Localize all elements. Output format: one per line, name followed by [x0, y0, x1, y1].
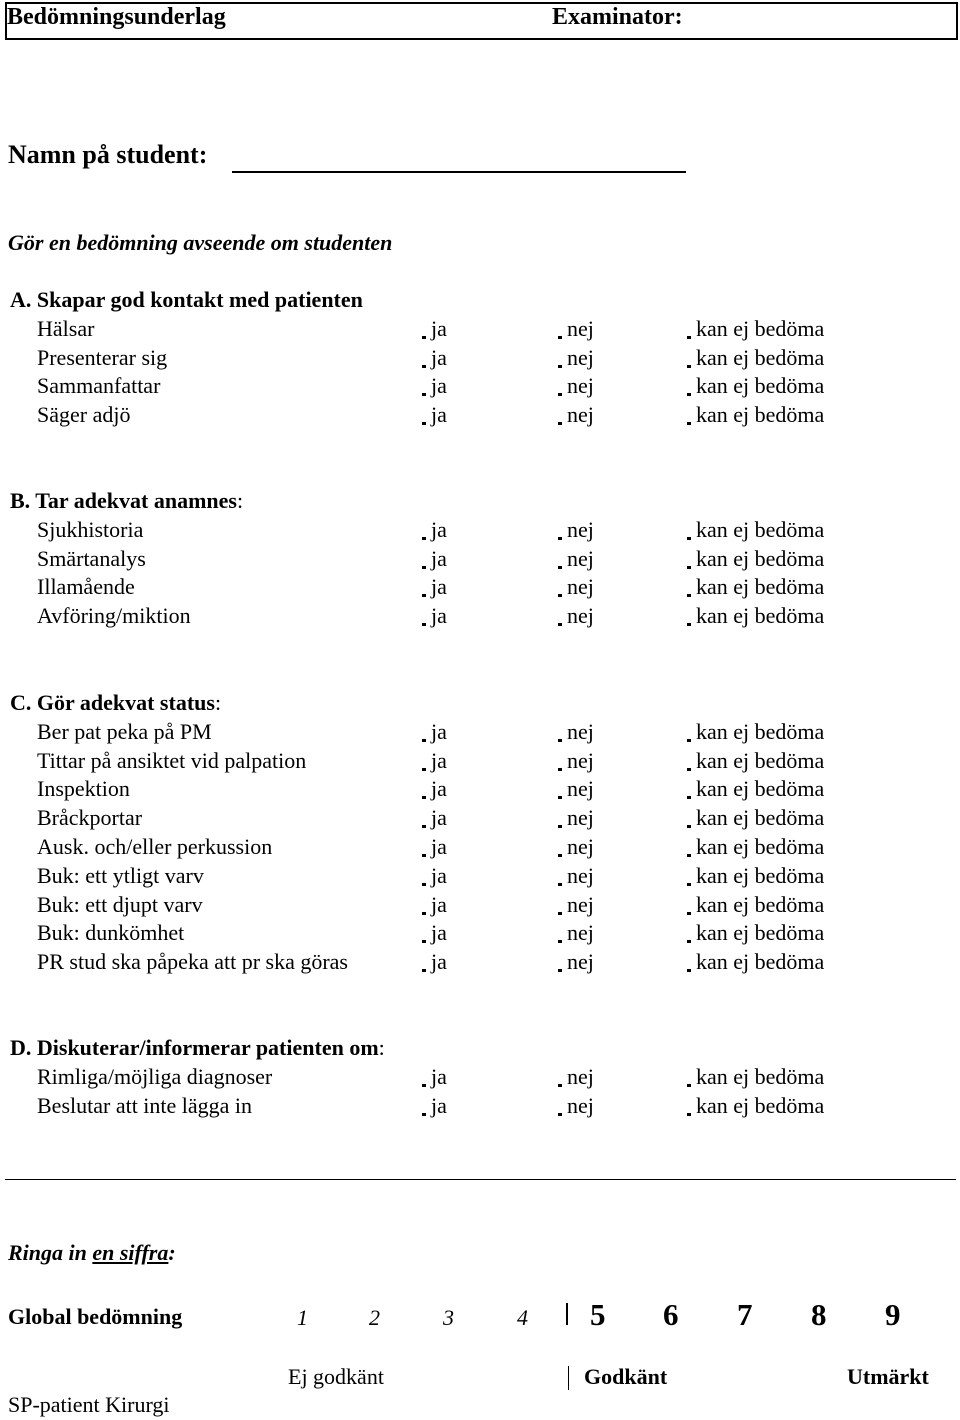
- criterion-label: Buk: ett ytligt varv: [37, 862, 204, 888]
- option-cannot-assess[interactable]: [687, 603, 824, 629]
- option-cannot-assess[interactable]: [687, 805, 824, 831]
- criterion-row: [0, 517, 960, 546]
- option-label: kan ej bedöma: [696, 747, 825, 773]
- option-label: ja: [431, 402, 447, 428]
- option-label: nej: [567, 603, 594, 629]
- criterion-row: [0, 863, 960, 892]
- checkbox-mark[interactable]: [687, 1084, 691, 1087]
- criterion-row: [0, 920, 960, 949]
- option-label: kan ej bedöma: [696, 776, 825, 802]
- option-label: kan ej bedöma: [696, 516, 825, 542]
- checkbox-mark[interactable]: [687, 912, 691, 915]
- option-cannot-assess[interactable]: [687, 402, 824, 428]
- option-label: kan ej bedöma: [696, 1063, 825, 1089]
- checkbox-mark[interactable]: [422, 854, 426, 857]
- option-no[interactable]: [558, 892, 594, 918]
- option-no[interactable]: [558, 1064, 594, 1090]
- option-cannot-assess[interactable]: [687, 1064, 824, 1090]
- criterion-row: [0, 1093, 960, 1122]
- option-label: ja: [431, 516, 447, 542]
- section-title-colon: :: [214, 690, 222, 715]
- criterion-label: Buk: ett djupt varv: [37, 891, 203, 917]
- option-label: nej: [567, 516, 594, 542]
- assessment-instruction: Gör en bedömning avseende om studenten: [8, 230, 393, 255]
- option-label: nej: [567, 747, 594, 773]
- option-label: kan ej bedöma: [696, 920, 825, 946]
- scale-category-excellent: Utmärkt: [847, 1364, 929, 1389]
- criterion-row: [0, 719, 960, 748]
- option-yes[interactable]: [422, 345, 447, 371]
- global-rating-label: Global bedömning: [8, 1304, 183, 1329]
- option-yes[interactable]: [422, 1064, 447, 1090]
- criterion-row: [0, 546, 960, 575]
- option-label: nej: [567, 373, 594, 399]
- section-title: C. Gör adekvat status: [10, 690, 215, 715]
- option-label: ja: [431, 862, 447, 888]
- rating-option[interactable]: 4: [517, 1305, 528, 1330]
- checkbox-mark[interactable]: [687, 422, 691, 425]
- option-no[interactable]: [558, 719, 594, 745]
- checkbox-mark[interactable]: [687, 969, 691, 972]
- criterion-label: PR stud ska påpeka att pr ska göras: [37, 949, 348, 975]
- option-cannot-assess[interactable]: [687, 776, 824, 802]
- option-no[interactable]: [558, 1093, 594, 1119]
- criterion-label: Buk: dunkömhet: [37, 920, 185, 946]
- criterion-label: Avföring/miktion: [37, 603, 191, 629]
- criterion-row: [0, 373, 960, 402]
- checkbox-mark[interactable]: [422, 537, 426, 540]
- option-no[interactable]: [558, 402, 594, 428]
- rating-option[interactable]: 3: [443, 1305, 454, 1330]
- section-title: B. Tar adekvat anamnes: [10, 488, 237, 513]
- criterion-row: [0, 603, 960, 632]
- student-name-label: Namn på student:: [8, 140, 208, 169]
- option-label: kan ej bedöma: [696, 315, 825, 341]
- section-title: A. Skapar god kontakt med patienten: [10, 287, 363, 312]
- option-label: nej: [567, 862, 594, 888]
- criterion-row: [0, 805, 960, 834]
- criterion-label: Säger adjö: [37, 402, 131, 428]
- criterion-row: [0, 402, 960, 431]
- checkbox-mark[interactable]: [422, 883, 426, 886]
- option-label: kan ej bedöma: [696, 718, 825, 744]
- checkbox-mark[interactable]: [422, 393, 426, 396]
- option-label: nej: [567, 1063, 594, 1089]
- checkbox-mark[interactable]: [422, 825, 426, 828]
- option-label: kan ej bedöma: [696, 1092, 825, 1118]
- option-yes[interactable]: [422, 719, 447, 745]
- option-label: ja: [431, 718, 447, 744]
- option-yes[interactable]: [422, 373, 447, 399]
- criterion-row: [0, 574, 960, 603]
- option-yes[interactable]: [422, 949, 447, 975]
- option-no[interactable]: [558, 834, 594, 860]
- option-no[interactable]: [558, 373, 594, 399]
- option-label: kan ej bedöma: [696, 805, 825, 831]
- option-no[interactable]: [558, 345, 594, 371]
- option-cannot-assess[interactable]: [687, 920, 824, 946]
- divider: [5, 1179, 956, 1180]
- checkbox-mark[interactable]: [687, 1113, 691, 1116]
- section-title-colon: :: [378, 1035, 385, 1060]
- option-yes[interactable]: [422, 1093, 447, 1119]
- option-yes[interactable]: [422, 748, 447, 774]
- category-separator: [568, 1366, 569, 1390]
- checkbox-mark[interactable]: [422, 768, 426, 771]
- option-label: ja: [431, 776, 447, 802]
- checkbox-mark[interactable]: [687, 883, 691, 886]
- checkbox-mark[interactable]: [687, 739, 691, 742]
- checkbox-mark[interactable]: [422, 336, 426, 339]
- criterion-label: Illamående: [37, 574, 135, 600]
- checkbox-mark[interactable]: [687, 825, 691, 828]
- criterion-row: [0, 748, 960, 777]
- checkbox-mark[interactable]: [558, 825, 562, 828]
- checkbox-mark[interactable]: [422, 1084, 426, 1087]
- option-label: nej: [567, 574, 594, 600]
- footer-label: SP-patient Kirurgi: [8, 1392, 170, 1417]
- option-label: ja: [431, 373, 447, 399]
- option-label: kan ej bedöma: [696, 891, 825, 917]
- option-label: nej: [567, 402, 594, 428]
- rating-option[interactable]: 6: [663, 1297, 679, 1332]
- checkbox-mark[interactable]: [422, 623, 426, 626]
- option-no[interactable]: [558, 603, 594, 629]
- checkbox-mark[interactable]: [422, 566, 426, 569]
- option-yes[interactable]: [422, 805, 447, 831]
- checkbox-mark[interactable]: [422, 940, 426, 943]
- option-cannot-assess[interactable]: [687, 949, 824, 975]
- checkbox-mark[interactable]: [687, 537, 691, 540]
- option-label: nej: [567, 805, 594, 831]
- option-label: nej: [567, 834, 594, 859]
- rating-option[interactable]: 2: [369, 1305, 380, 1330]
- criterion-label: Sjukhistoria: [37, 516, 144, 542]
- checkbox-mark[interactable]: [422, 912, 426, 915]
- checkbox-mark[interactable]: [687, 796, 691, 799]
- option-label: ja: [431, 603, 447, 629]
- option-label: kan ej bedöma: [696, 574, 825, 600]
- option-yes[interactable]: [422, 834, 447, 860]
- option-cannot-assess[interactable]: [687, 546, 824, 572]
- rating-option[interactable]: 1: [297, 1305, 308, 1330]
- checkbox-mark[interactable]: [558, 796, 562, 799]
- option-label: ja: [431, 747, 447, 773]
- criterion-label: Rimliga/möjliga diagnoser: [37, 1063, 273, 1089]
- option-label: kan ej bedöma: [696, 834, 825, 859]
- checkbox-mark[interactable]: [687, 623, 691, 626]
- option-label: nej: [567, 949, 594, 975]
- option-label: nej: [567, 920, 594, 946]
- option-cannot-assess[interactable]: [687, 517, 824, 543]
- scale-separator: [566, 1303, 568, 1325]
- checkbox-mark[interactable]: [558, 1084, 562, 1087]
- criterion-label: Ber pat peka på PM: [37, 718, 212, 744]
- checkbox-mark[interactable]: [558, 336, 562, 339]
- checkbox-mark[interactable]: [558, 566, 562, 569]
- criterion-label: Smärtanalys: [37, 545, 146, 571]
- option-cannot-assess[interactable]: [687, 834, 824, 860]
- criterion-row: [0, 316, 960, 345]
- option-label: nej: [567, 344, 594, 370]
- checkbox-mark[interactable]: [687, 768, 691, 771]
- option-cannot-assess[interactable]: [687, 373, 824, 399]
- checkbox-mark[interactable]: [558, 940, 562, 943]
- checkbox-mark[interactable]: [558, 365, 562, 368]
- option-yes[interactable]: [422, 776, 447, 802]
- option-no[interactable]: [558, 805, 594, 831]
- criterion-row: [0, 949, 960, 978]
- checkbox-mark[interactable]: [558, 739, 562, 742]
- option-label: kan ej bedöma: [696, 344, 825, 370]
- criterion-label: Hälsar: [37, 315, 95, 341]
- option-label: kan ej bedöma: [696, 603, 825, 629]
- section-heading: [10, 690, 221, 716]
- option-yes[interactable]: [422, 863, 447, 889]
- option-label: ja: [431, 1063, 447, 1089]
- rating-instruction-underlined: en siffra: [92, 1240, 169, 1265]
- checkbox-mark[interactable]: [422, 739, 426, 742]
- option-cannot-assess[interactable]: [687, 892, 824, 918]
- criterion-label: Beslutar att inte lägga in: [37, 1092, 253, 1118]
- scale-category-fail: Ej godkänt: [288, 1364, 384, 1389]
- rating-instruction-prefix: Ringa in: [8, 1240, 93, 1265]
- option-label: kan ej bedöma: [696, 373, 825, 399]
- form-title: Bedömningsunderlag: [7, 4, 226, 30]
- section-heading: [10, 1035, 385, 1061]
- option-yes[interactable]: [422, 920, 447, 946]
- section-title: D. Diskuterar/informerar patienten om: [10, 1035, 379, 1060]
- checkbox-mark[interactable]: [558, 768, 562, 771]
- option-label: nej: [567, 891, 594, 917]
- option-cannot-assess[interactable]: [687, 316, 824, 342]
- option-label: nej: [567, 545, 594, 571]
- option-label: ja: [431, 834, 447, 859]
- checkbox-mark[interactable]: [558, 969, 562, 972]
- option-cannot-assess[interactable]: [687, 345, 824, 371]
- option-yes[interactable]: [422, 517, 447, 543]
- option-label: ja: [431, 949, 447, 975]
- criterion-row: [0, 1064, 960, 1093]
- option-yes[interactable]: [422, 402, 447, 428]
- checkbox-mark[interactable]: [687, 594, 691, 597]
- option-label: nej: [567, 718, 594, 744]
- checkbox-mark[interactable]: [687, 365, 691, 368]
- checkbox-mark[interactable]: [687, 393, 691, 396]
- criterion-row: [0, 345, 960, 374]
- checkbox-mark[interactable]: [558, 393, 562, 396]
- option-label: ja: [431, 891, 447, 917]
- option-label: ja: [431, 574, 447, 600]
- option-label: ja: [431, 805, 447, 831]
- section-title-colon: :: [236, 488, 244, 513]
- criterion-label: Tittar på ansiktet vid palpation: [37, 747, 307, 773]
- criterion-label: Ausk. och/eller perkussion: [37, 834, 273, 859]
- option-no[interactable]: [558, 776, 594, 802]
- option-label: kan ej bedöma: [696, 949, 825, 975]
- criterion-label: Inspektion: [37, 776, 130, 802]
- option-label: kan ej bedöma: [696, 545, 825, 571]
- criterion-row: [0, 834, 960, 863]
- option-cannot-assess[interactable]: [687, 863, 824, 889]
- checkbox-mark[interactable]: [558, 623, 562, 626]
- option-label: ja: [431, 315, 447, 341]
- criterion-label: Bråckportar: [37, 805, 143, 831]
- option-no[interactable]: [558, 949, 594, 975]
- option-label: nej: [567, 776, 594, 802]
- checkbox-mark[interactable]: [422, 422, 426, 425]
- checkbox-mark[interactable]: [558, 883, 562, 886]
- rating-option[interactable]: 7: [737, 1297, 753, 1332]
- checkbox-mark[interactable]: [558, 594, 562, 597]
- option-label: ja: [431, 545, 447, 571]
- option-label: ja: [431, 1092, 447, 1118]
- section-heading: [10, 287, 363, 313]
- option-label: ja: [431, 344, 447, 370]
- option-cannot-assess[interactable]: [687, 748, 824, 774]
- option-yes[interactable]: [422, 892, 447, 918]
- option-label: nej: [567, 315, 594, 341]
- checkbox-mark[interactable]: [558, 422, 562, 425]
- checkbox-mark[interactable]: [422, 594, 426, 597]
- rating-instruction-suffix: :: [168, 1240, 176, 1265]
- option-yes[interactable]: [422, 603, 447, 629]
- option-yes[interactable]: [422, 546, 447, 572]
- rating-option[interactable]: 8: [811, 1297, 827, 1332]
- option-cannot-assess[interactable]: [687, 574, 824, 600]
- criterion-row: [0, 776, 960, 805]
- option-label: kan ej bedöma: [696, 402, 825, 428]
- rating-option[interactable]: 9: [885, 1297, 901, 1332]
- option-no[interactable]: [558, 920, 594, 946]
- checkbox-mark[interactable]: [687, 336, 691, 339]
- checkbox-mark[interactable]: [558, 537, 562, 540]
- checkbox-mark[interactable]: [422, 796, 426, 799]
- option-no[interactable]: [558, 316, 594, 342]
- student-name-field[interactable]: [232, 171, 686, 173]
- option-no[interactable]: [558, 574, 594, 600]
- option-cannot-assess[interactable]: [687, 719, 824, 745]
- checkbox-mark[interactable]: [687, 940, 691, 943]
- option-label: ja: [431, 920, 447, 946]
- section-heading: [10, 488, 243, 514]
- rating-instruction: [8, 1240, 176, 1266]
- rating-option[interactable]: 5: [590, 1297, 606, 1332]
- option-no[interactable]: [558, 748, 594, 774]
- option-cannot-assess[interactable]: [687, 1093, 824, 1119]
- criterion-label: Sammanfattar: [37, 373, 161, 399]
- checkbox-mark[interactable]: [687, 854, 691, 857]
- examiner-label: Examinator:: [552, 4, 683, 30]
- option-yes[interactable]: [422, 574, 447, 600]
- criterion-label: Presenterar sig: [37, 344, 168, 370]
- checkbox-mark[interactable]: [558, 1113, 562, 1116]
- option-no[interactable]: [558, 517, 594, 543]
- option-label: nej: [567, 1092, 594, 1118]
- option-no[interactable]: [558, 863, 594, 889]
- scale-category-pass: Godkänt: [584, 1364, 668, 1389]
- checkbox-mark[interactable]: [422, 969, 426, 972]
- checkbox-mark[interactable]: [558, 912, 562, 915]
- checkbox-mark[interactable]: [422, 365, 426, 368]
- criterion-row: [0, 892, 960, 921]
- option-yes[interactable]: [422, 316, 447, 342]
- checkbox-mark[interactable]: [558, 854, 562, 857]
- checkbox-mark[interactable]: [687, 566, 691, 569]
- option-label: kan ej bedöma: [696, 862, 825, 888]
- option-no[interactable]: [558, 546, 594, 572]
- checkbox-mark[interactable]: [422, 1113, 426, 1116]
